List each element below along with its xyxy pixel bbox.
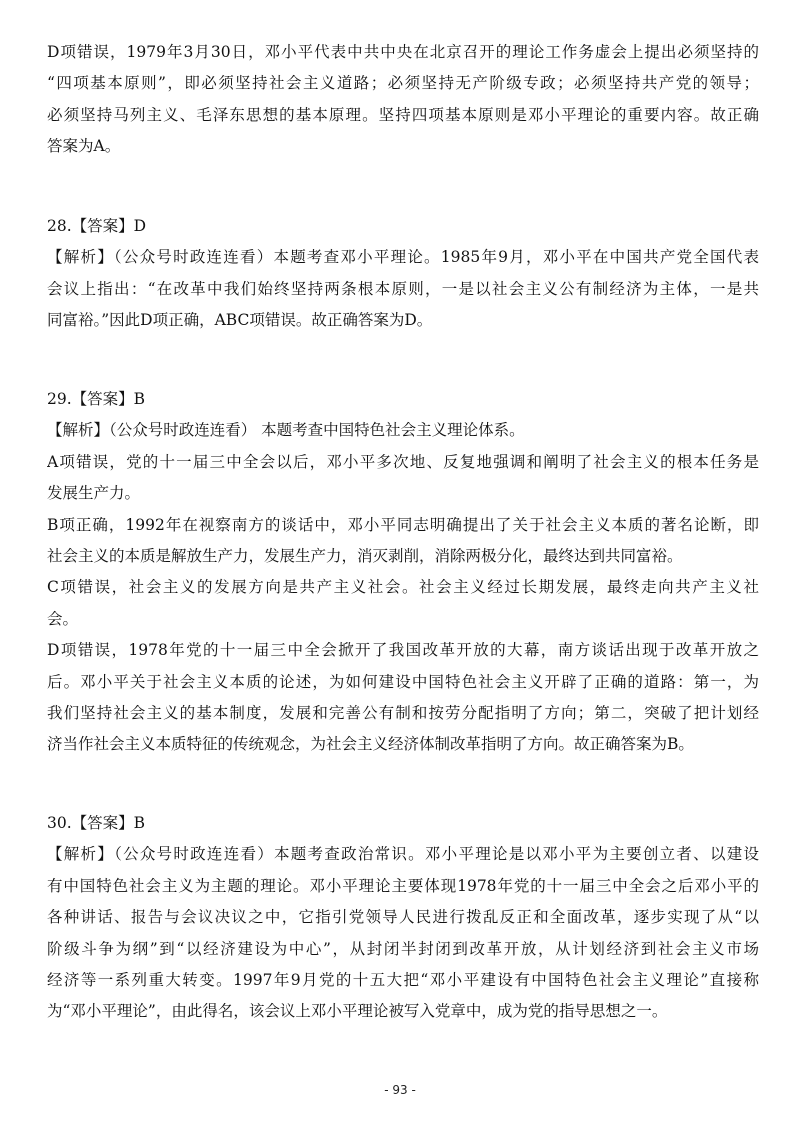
text-line: 必须坚持马列主义、毛泽东思想的基本原理。坚持四项基本原则是邓小平理论的重要内容。故正确: [47, 105, 759, 124]
text-line: D项错误，1978年党的十一届三中全会掀开了我国改革开放的大幕，南方谈话出现于改革开放之: [47, 641, 759, 660]
answer-header: 28.【答案】D: [47, 217, 147, 235]
answer-28: [47, 211, 759, 337]
text-line: 阶级斗争为纲”到“以经济建设为中心”，从封闭半封闭到改革开放，从计划经济到社会主义市场: [47, 939, 759, 958]
text-line: B项正确，1992年在视察南方的谈话中，邓小平同志明确提出了关于社会主义本质的著名论断，即: [47, 515, 759, 534]
text-line: 我们坚持社会主义的基本制度，发展和完善公有制和按劳分配指明了方向；第二，突破了把计划经: [47, 703, 759, 722]
text-line: C项错误，社会主义的发展方向是共产主义社会。社会主义经过长期发展，最终走向共产主义社: [47, 578, 759, 597]
text-line: 后。邓小平关于社会主义本质的论述，为如何建设中国特色社会主义开辟了正确的道路：第一，为: [47, 672, 759, 691]
text-line: 【解析】（公众号时政连连看）本题考查政治常识。邓小平理论是以邓小平为主要创立者、以建设: [47, 845, 759, 864]
page-number: - 93 -: [384, 1083, 416, 1097]
text-line: 答案为A。: [47, 137, 121, 156]
text-line: 有中国特色社会主义为主题的理论。邓小平理论主要体现1978年党的十一届三中全会之后邓小平的: [47, 876, 759, 895]
text-line: 社会主义的本质是解放生产力，发展生产力，消灭剥削，消除两极分化，最终达到共同富裕。: [47, 546, 683, 565]
text-line: “四项基本原则”，即必须坚持社会主义道路；必须坚持无产阶级专政；必须坚持共产党的领导；: [47, 74, 759, 93]
text-line: 发展生产力。: [47, 484, 141, 503]
text-line: 【解析】（公众号时政连连看） 本题考查中国特色社会主义理论体系。: [47, 421, 525, 440]
paragraph-d-intro: [47, 37, 759, 163]
text-line: 济当作社会主义本质特征的传统观念，为社会主义经济体制改革指明了方向。故正确答案为B。: [47, 735, 694, 754]
answer-header: 30.【答案】B: [47, 814, 146, 832]
text-line: D项错误，1979年3月30日，邓小平代表中共中央在北京召开的理论工作务虚会上提出必须坚持的: [47, 43, 759, 61]
text-line: 会。: [47, 609, 79, 628]
text-line: A项错误，党的十一届三中全会以后，邓小平多次地、反复地强调和阐明了社会主义的根本任务是: [47, 452, 759, 471]
text-line: 【解析】（公众号时政连连看）本题考查邓小平理论。1985年9月，邓小平在中国共产党全国代表: [47, 248, 759, 267]
text-line: 会议上指出：“在改革中我们始终坚持两条根本原则，一是以社会主义公有制经济为主体，一是共: [47, 279, 759, 298]
text-line: 经济等一系列重大转变。1997年9月党的十五大把“邓小平建设有中国特色社会主义理论”直接称: [47, 970, 759, 989]
text-line: 各种讲话、报告与会议决议之中，它指引党领导人民进行拨乱反正和全面改革，逐步实现了从“以: [47, 908, 759, 927]
answer-header: 29.【答案】B: [47, 390, 146, 408]
text-line: 同富裕。”因此D项正确，ABC项错误。故正确答案为D。: [47, 311, 433, 330]
answer-30: [47, 808, 759, 1028]
text-line: 为“邓小平理论”，由此得名，该会议上邓小平理论被写入党章中，成为党的指导思想之一。: [47, 1002, 668, 1021]
answer-29: [47, 384, 759, 761]
